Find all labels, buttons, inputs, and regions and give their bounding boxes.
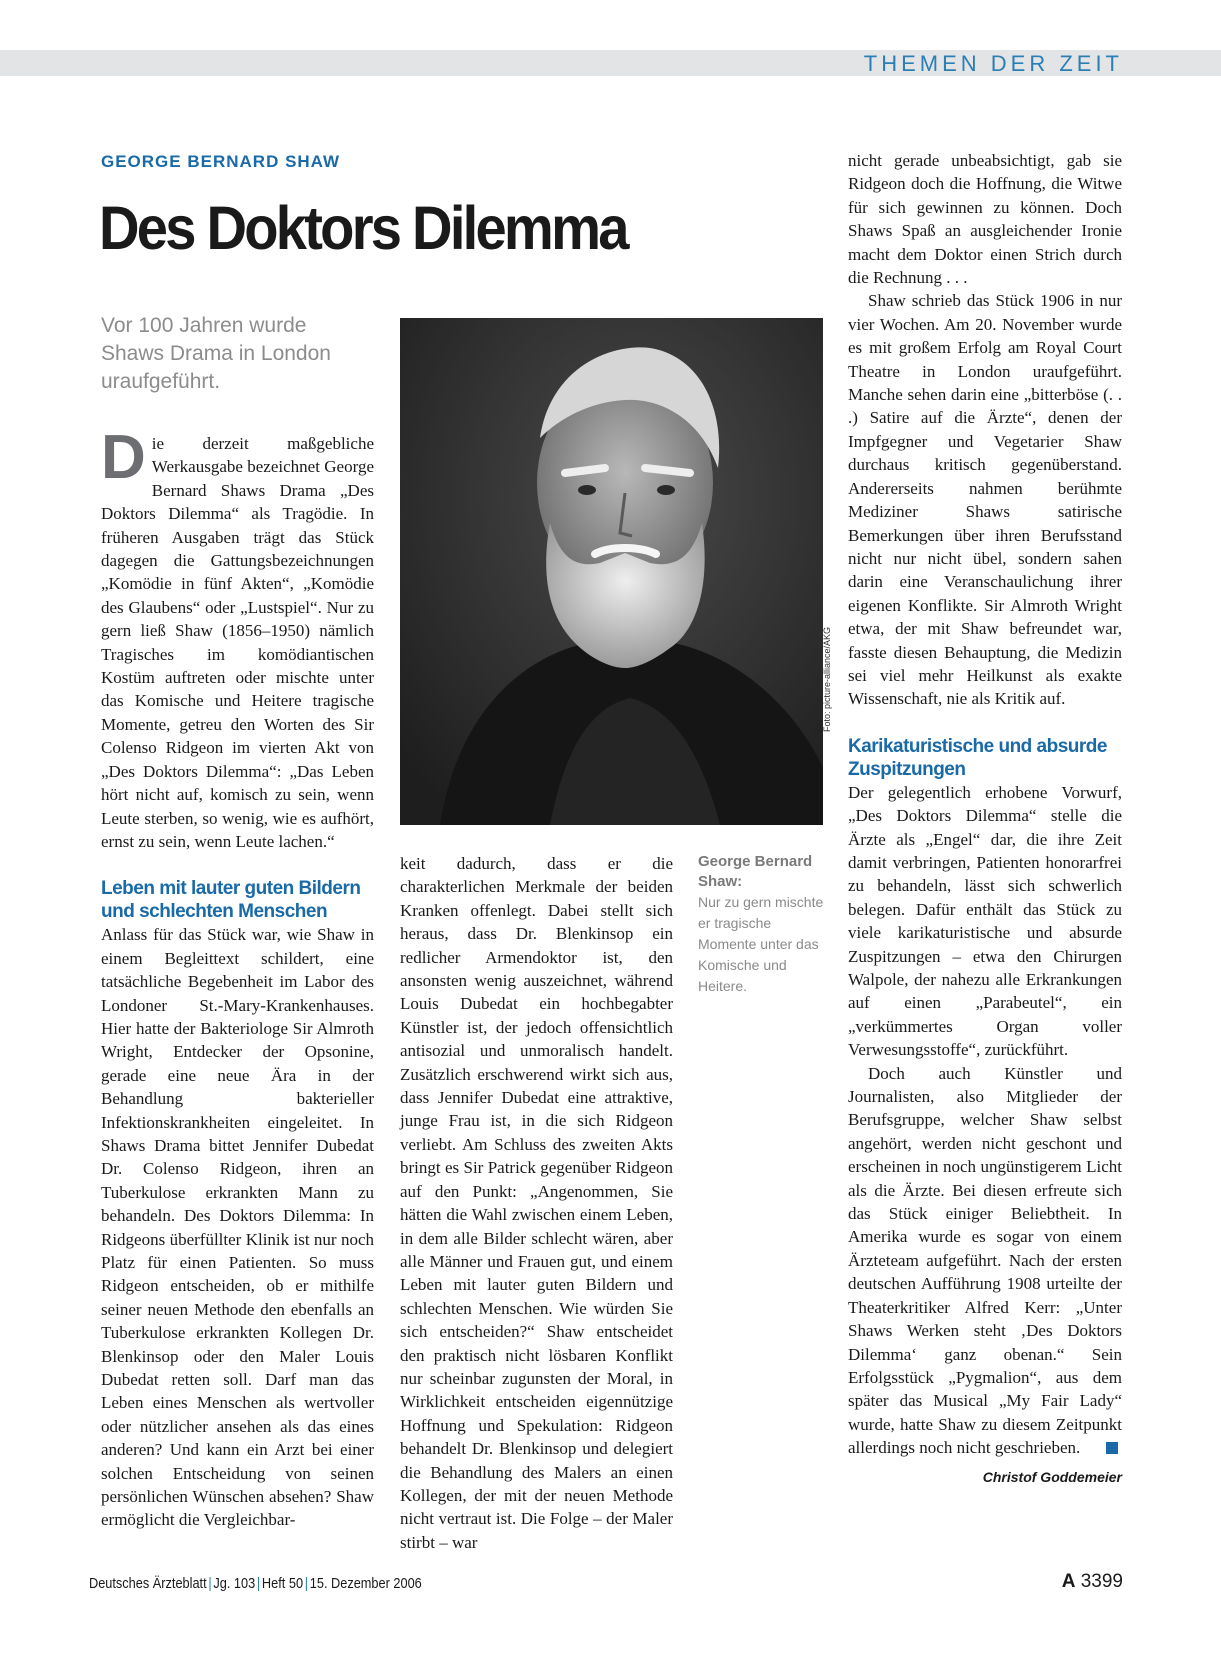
separator-bar: | (256, 1575, 261, 1592)
separator-bar: | (208, 1575, 212, 1592)
portrait-illustration (400, 318, 823, 825)
page-number-value: 3399 (1080, 1571, 1123, 1592)
body-paragraph: Der gelegentlich erhobene Vorwurf, „Des Doktors Dilemma“ stelle die Ärzte als „Engel“ dar, die ihre Zeit damit verbringen, Patienten honorarfrei zu behandeln, lässt sich schwerlich belegen. Dafür enthält das Stück zu viele karikaturistische und absurde Zuspitzungen – etwa den Chirurgen Walpole, der nahezu alle Erkrankungen auf einen „Parabeutel“, ein „verkümmertes Organ voller Verwesungsstoffe“, zurückführt. (848, 782, 1122, 1060)
article-subhead: Vor 100 Jahren wurde Shaws Drama in London uraufgeführt. (101, 314, 331, 393)
article-kicker: GEORGE BERNARD SHAW (101, 152, 341, 171)
journal-issue: Heft 50 (261, 1575, 304, 1592)
final-paragraph-text: Doch auch Künstler und Journalisten, also Mitglieder der Berufsgruppe, welcher Shaw selbst angehört, werden nicht geschont und erscheinen in noch ungünstigerem Licht als die Ärzte. Bei diesen erfreute sich das Stück einiger Beliebtheit. In Amerika wurde es sogar von einem Ärzteteam aufgeführt. Nach der ersten deutschen Aufführung 1908 urteilte der Theaterkritiker Alfred Kerr: „Unter Shaws Werken steht ‚Des Doktors Dilemma‘ ganz obenan.“ Sein Erfolgsstück „Pygmalion“, aus dem später das Musical „My Fair Lady“ wurde, hatte Shaw zu diesem Zeitpunkt allerdings noch nicht geschrieben. (848, 1063, 1122, 1458)
drop-cap: D (101, 423, 146, 492)
text-column-1 (101, 423, 374, 1532)
photo-credit: Foto: picture-alliance/AKG (822, 626, 832, 732)
body-paragraph: nicht gerade unbeabsichtigt, gab sie Ridgeon doch die Hoffnung, die Witwe für sich gewinnen zu können. Doch Shaws Spaß an ausgleichender Ironie macht dem Doktor einen Strich durch die Rechnung . . . (848, 151, 1122, 288)
caption-title: George Bernard Shaw: (698, 853, 813, 890)
page-prefix: A (1061, 1571, 1076, 1592)
journal-name: Deutsches Ärzteblatt (89, 1575, 207, 1592)
text-column-3 (848, 149, 1122, 1489)
end-mark-icon (1106, 1442, 1118, 1454)
issue-date: 15. Dezember 2006 (309, 1575, 422, 1592)
text-column-2 (400, 852, 673, 1554)
caption-text: Nur zu gern mischte er tragische Momente unter das Komische und Heitere. (698, 894, 824, 994)
journal-volume: Jg. 103 (213, 1575, 256, 1592)
section-label: THEMEN DER ZEIT (863, 51, 1123, 76)
body-paragraph: keit dadurch, dass er die charakterlichen Merkmale der beiden Kranken offenlegt. Dabei stellt sich heraus, dass Dr. Blenkinsop ein redlicher Armendoktor ist, den ansonsten wenig auszeichnet, während Louis Dubedat ein hochbegabter Künstler ist, der jedoch offensichtlich antisozial und unmoralisch handelt. Zusätzlich erschwerend wirkt sich aus, dass Jennifer Dubedat eine attraktive, junge Frau ist, in die sich Ridgeon verliebt. Am Schluss des zweiten Akts bringt es Sir Patrick gegenüber Ridgeon auf den Punkt: „Angenommen, Sie hätten die Wahl zwischen einem Leben, in dem alle Bilder schlecht wären, aber alle Männer und Frauen gut, und einem Leben mit lauter guten Bildern und schlechten Menschen. Wie würden Sie sich entscheiden?“ Shaw entscheidet den praktisch nicht lösbaren Konflikt nur scheinbar zugunsten der Moral, in Wirklichkeit entscheiden eigennützige Hoffnung und Spekulation: Ridgeon behandelt Dr. Blenkinsop und delegiert die Behandlung des Malers an einen Kollegen, der mit der neuen Methode nicht vertraut ist. Die Folge – der Maler stirbt – war (400, 854, 673, 1552)
body-paragraph: Shaw schrieb das Stück 1906 in nur vier Wochen. Am 20. November wurde es mit großem Erfolg am Royal Court Theatre in London uraufgeführt. Manche sehen darin eine „bitterböse (. . .) Satire auf die Ärzte“, denen der Impfgegner und Vegetarier Shaw durchaus kritisch gegenüberstand. Andererseits nahmen berühmte Mediziner Shaws satirische Bemerkungen über ihren Berufsstand nicht nur nicht übel, sondern sahen darin eine Veranschaulichung ihrer eigenen Konflikte. Sir Almroth Wright etwa, der mit Shaw befreundet war, fasste diesen Behauptung, die Medizin sei viel mehr Heilkunst als exakte Wissenschaft, nie als Kritik auf. (848, 291, 1122, 709)
subheading-2: Karikaturistische und absurde Zuspitzungen (848, 735, 1107, 780)
body-paragraph: Anlass für das Stück war, wie Shaw in einem Begleittext schildert, eine tatsächliche Begebenheit im Labor des Londoner St.-Mary-Krankenhauses. Hier hatte der Bakteriologe Sir Almroth Wright, Entdecker der Opsonine, gerade eine neue Ära in der Behandlung bakterieller Infektionskrankheiten eingeleitet. In Shaws Drama bittet Jennifer Dubedat Dr. Colenso Ridgeon, ihren an Tuberkulose erkrankten Mann zu behandeln. Des Doktors Dilemma: In Ridgeons überfüllter Klinik ist nur noch Platz für einen Patienten. So muss Ridgeon entscheiden, ob er mithilfe seiner neuen Methode den ebenfalls an Tuberkulose erkrankten Kollegen Dr. Blenkinsop oder den Maler Louis Dubedat retten soll. Darf man das Leben eines Menschen als wertvoller oder nützlicher ansehen als das eines anderen? Und kann ein Arzt bei einer solchen Entscheidung von seinen persönlichen Wünschen absehen? Shaw ermöglicht die Vergleichbar- (101, 925, 374, 1530)
photo-caption (698, 852, 828, 997)
separator-bar: | (304, 1575, 309, 1592)
author-byline: Christof Goddemeier (982, 1468, 1122, 1485)
article-headline: Des Doktors Dilemma (99, 194, 627, 262)
footer-citation (89, 1575, 422, 1592)
body-paragraph (848, 1062, 1122, 1460)
portrait-photo (400, 318, 823, 825)
intro-paragraph: ie derzeit maßgebliche Werkausgabe bezeichnet George Bernard Shaws Drama „Des Doktors Dilemma“ als Tragödie. In früheren Ausgaben trägt das Stück dagegen die Gattungsbezeichnungen „Komödie in fünf Akten“, „Komödie des Glaubens“ oder „Lustspiel“. Nur zu gern ließ Shaw (1856–1950) nämlich Tragisches im komödiantischen Kostüm auftreten oder mischte unter das Komische und Heitere tragische Momente, getreu den Worten des Sir Colenso Ridgeon im vierten Akt von „Des Doktors Dilemma“: „Das Leben hört nicht auf, komisch zu sein, wenn Leute sterben, so wenig, wie es aufhört, ernst zu sein, wenn Leute lachen.“ (101, 434, 374, 851)
page-number (1062, 1571, 1123, 1593)
subheading-1: Leben mit lauter guten Bildern und schlechten Menschen (101, 878, 361, 923)
